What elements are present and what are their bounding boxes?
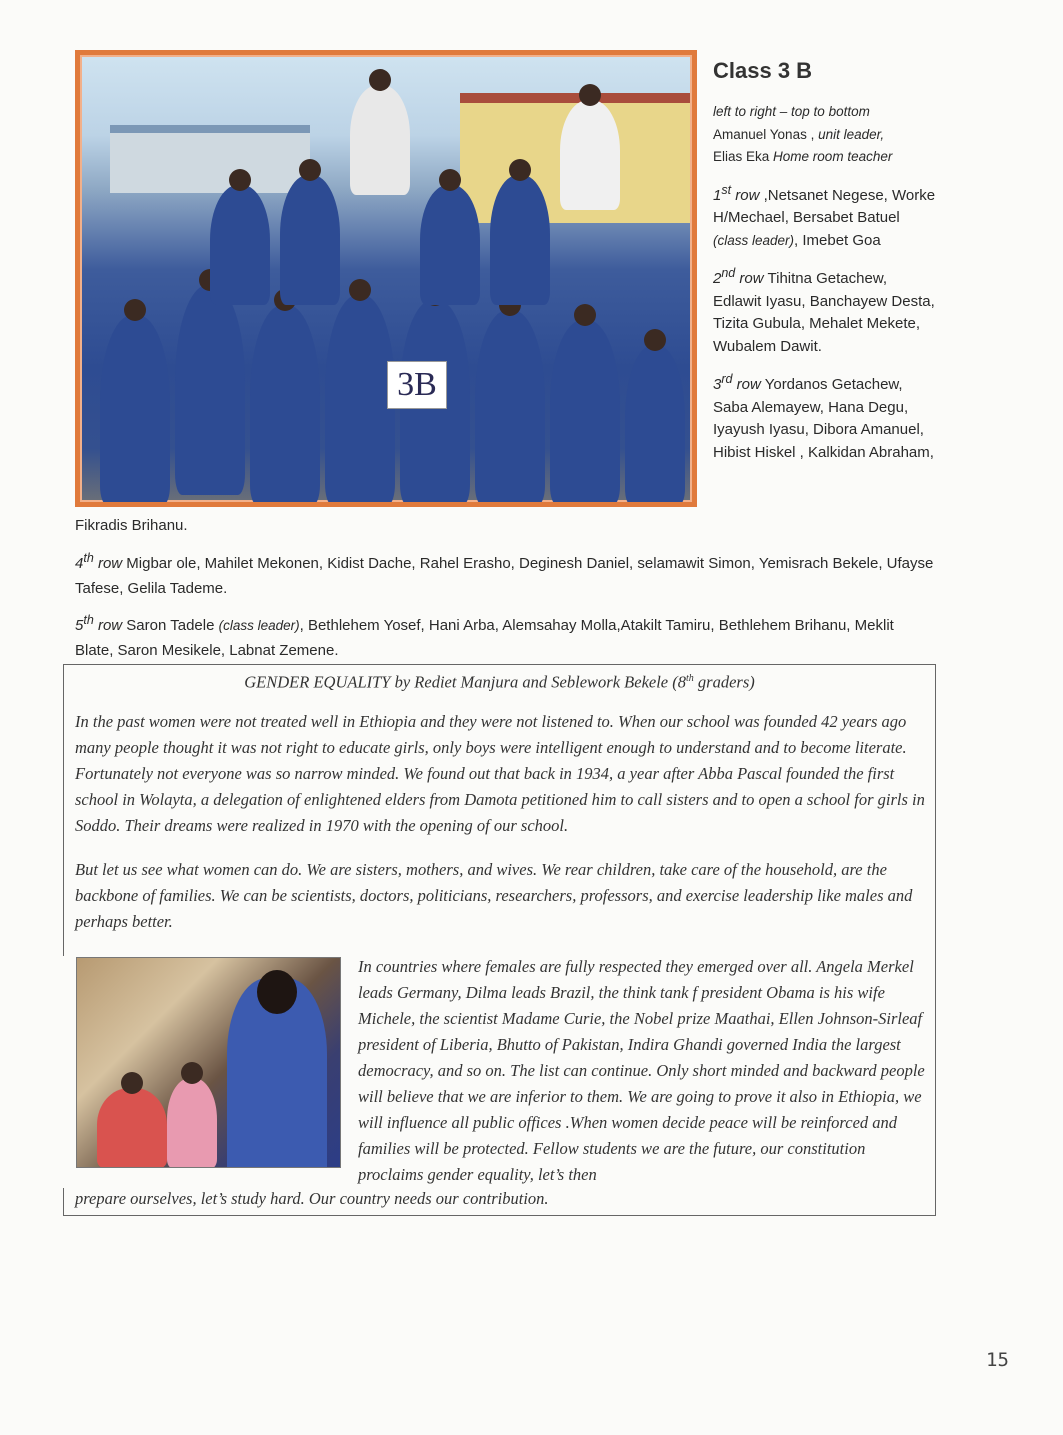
student-figure: [325, 295, 395, 505]
essay-box-border: [63, 1188, 64, 1216]
row-2: 2nd row Tihitna Getachew, Edlawit Iyasu, Banchayew Desta, Tizita Gubula, Mehalet Mekete, Wubalem Dawit.: [713, 266, 935, 355]
row-3: 3rd row Yordanos Getachew, Saba Alemayew, Hana Degu, Iyayush Iyasu, Dibora Amanuel, Hibist Hiskel , Kalkidan Abraham,: [713, 372, 934, 461]
caption-order: left to right – top to bottom: [713, 104, 870, 119]
caption-leader: Amanuel Yonas , unit leader,: [713, 126, 885, 142]
essay-paragraph-1: In the past women were not treated well in Ethiopia and they were not listened to. When our school was founded 42 years ago many people thought it was not right to educate girls, only boys were intelligent enough to understand and to become literate. Fortunately not everyone was so narrow minded. We found out that back in 1934, a year after Abba Pascal founded the first school in Wolayta, a delegation of enlightened elders from Damota petitioned him to call sisters and to open a school for girls in Soddo. Their dreams were realized in 1970 with the opening of our school.: [75, 712, 925, 835]
essay-paragraph-3: In countries where females are fully respected they emerged over all. Angela Merkel leads Germany, Dilma leads Brazil, the think tank f president Obama is his wife Michele, the scientist Madame Curie, the Nobel prize Maathai, Ellen Johnson-Sirleaf president of Liberia, Bhutto of Pakistan, Indira Ghandi governed India the largest democracy, and so on. The list can continue. Only short minded and backward people will believe that we are inferior to them. We are going to prove it also in Ethiopia, we will influence all public offices .When women decide peace will be reinforced and families will be protected. Fellow students we are the future, our constitution proclaims gender equality, let’s then: [358, 957, 925, 1184]
caption-teacher: Elias Eka Home room teacher: [713, 149, 893, 164]
teacher-figure: [350, 85, 410, 195]
student-figure: [175, 285, 245, 495]
row-5: 5th row Saron Tadele (class leader), Bethlehem Yosef, Hani Arba, Alemsahay Molla,Atakilt Tamiru, Bethlehem Brihanu, Meklit Blate, Saron Mesikele, Labnat Zemene.: [75, 613, 894, 659]
essay-box-border: [63, 664, 64, 956]
essay-paragraph-2: But let us see what women can do. We are sisters, mothers, and wives. We rear children, take care of the household, are the backbone of families. We can be scientists, doctors, politicians, researchers, professors, and exercise leadership like males and perhaps better.: [75, 860, 913, 931]
student-figure: [97, 1088, 167, 1168]
student-figure: [210, 185, 270, 305]
student-figure: [100, 315, 170, 505]
teacher-photo: [76, 957, 341, 1168]
class-photo: [75, 50, 697, 507]
teacher-figure: [560, 100, 620, 210]
student-figure: [550, 320, 620, 505]
row-1: 1st row ,Netsanet Negese, Worke H/Mechael, Bersabet Batuel (class leader), Imebet Goa: [713, 182, 936, 249]
photo-caption: [713, 101, 938, 464]
essay-title: GENDER EQUALITY by Rediet Manjura and Seblework Bekele (8th graders): [244, 672, 755, 692]
row-4: 4th row Migbar ole, Mahilet Mekonen, Kidist Dache, Rahel Erasho, Deginesh Daniel, selamawit Simon, Yemisrach Bekele, Ufayse Tafese, Gelila Tademe.: [75, 551, 934, 597]
student-figure: [250, 305, 320, 505]
student-figure: [475, 310, 545, 505]
student-figure: [420, 185, 480, 305]
class-sign: 3B: [387, 361, 447, 409]
row-3-continued: Fikradis Brihanu.: [75, 517, 188, 534]
essay-paragraph-3-continued: prepare ourselves, let’s study hard. Our country needs our contribution.: [75, 1189, 549, 1208]
teacher-figure: [227, 978, 327, 1168]
student-figure: [167, 1078, 217, 1168]
student-figure: [280, 175, 340, 305]
student-figure: [490, 175, 550, 305]
class-title: Class 3 B: [713, 58, 813, 83]
page-number: 15: [986, 1349, 1009, 1371]
school-building: [110, 125, 310, 193]
student-figure: [625, 345, 685, 505]
